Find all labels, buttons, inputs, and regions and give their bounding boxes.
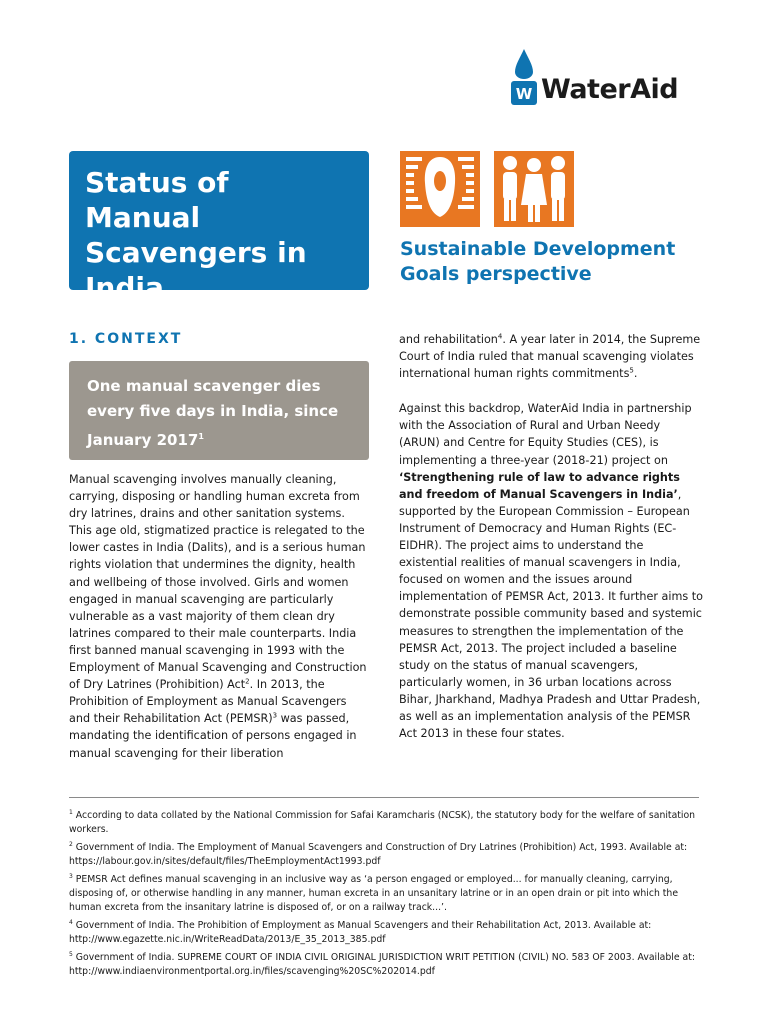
pull-quote-text: One manual scavenger dies every five days in India, since January 2017: [87, 377, 339, 449]
footnote: [69, 809, 709, 837]
footnote: [69, 951, 709, 979]
text-run: Against this backdrop, WaterAid India in partnership with the Association of Rural and Urban Needy (ARUN) and Centre for Equity Studies (CES), is implementing a three-year (2018-21) project on: [399, 402, 692, 467]
text-run: and rehabilitation: [399, 333, 498, 346]
page-title: Status of Manual Scavengers in India: [85, 166, 307, 304]
footnote-ref: 5: [629, 366, 634, 375]
footnote-text: Government of India. The Employment of Manual Scavengers and Construction of Dry Latrines (Prohibition) Act, 1993. Available at: https://labour.gov.in/sites/default/files/TheEmploymentAct1993.pdf: [69, 842, 688, 867]
text-run: was passed, mandating the identification of persons engaged in manual scavenging for their liberation: [69, 712, 357, 760]
title-box: [69, 151, 369, 304]
body-paragraph: [399, 331, 703, 382]
sdg-gender-equality-tile: [494, 151, 574, 227]
footnote-text: Government of India. SUPREME COURT OF INDIA CIVIL ORIGINAL JURISDICTION WRIT PETITION (CIVIL) NO. 583 OF 2003. Available at: http://www.indiaenvironmentportal.org.in/files/scavenging%20SC%202014.pdf: [69, 952, 696, 977]
footnote-number: 3: [69, 872, 73, 880]
project-title: ‘Strengthening rule of law to advance rights and freedom of Manual Scavengers in India’: [399, 470, 680, 501]
text-run: . A year later in 2014, the Supreme Court of India ruled that manual scavenging violates international human rights commitments: [399, 333, 701, 381]
section-heading: 1. CONTEXT: [69, 331, 183, 347]
footnote: [69, 841, 709, 869]
right-column: [399, 331, 703, 760]
footnote-number: 2: [69, 840, 73, 848]
footnote-text: PEMSR Act defines manual scavenging in an inclusive way as ‘a person engaged or employed... for manually cleaning, carrying, disposing of, or otherwise handling in any manner, human excreta in an unsanitary latrine or in an open drain or pit into which the human excreta from the insanitary latrine is disposed of, or on a railway track...’.: [69, 874, 679, 913]
pull-quote: [69, 361, 369, 460]
toilet-icon: [400, 151, 480, 227]
footnote-ref: 1: [198, 432, 204, 441]
footnote-divider: [69, 797, 699, 798]
footnote-text: Government of India. The Prohibition of Employment as Manual Scavengers and their Rehabilitation Act, 2013. Available at: http://www.egazette.nic.in/WriteReadData/2013/E_35_2013_385.pdf: [69, 920, 652, 945]
left-column: [69, 471, 369, 780]
footnote-number: 4: [69, 918, 73, 926]
sdg-sanitation-tile: [400, 151, 480, 227]
footnote-ref: 4: [497, 332, 503, 341]
text-run: . In 2013, the Prohibition of Employment as Manual Scavengers and their Rehabilitation Act (PEMSR): [69, 678, 347, 726]
text-run: Manual scavenging involves manually cleaning, carrying, disposing or handling human excreta from dry latrines, drains and other sanitation systems. This age old, stigmatized practice is relegated to the lower castes in India (Dalits), and is a serious human rights violation that undermines the dignity, health and wellbeing of those involved. Girls and women engaged in manual scavenging are particularly vulnerable as a vast majority of them clean dry latrines compared to their male counterparts. India first banned manual scavenging in 1993 with the Employment of Manual Scavenging and Construction of Dry Latrines (Prohibition) Act: [69, 473, 367, 692]
footnote-text: According to data collated by the National Commission for Safai Karamcharis (NCSK), the statutory body for the welfare of sanitation workers.: [69, 810, 696, 835]
footnote: [69, 873, 709, 915]
page-subtitle: Sustainable Development Goals perspective: [400, 238, 676, 285]
footnotes: [69, 809, 709, 983]
footnote-number: 1: [69, 808, 73, 816]
footnote-number: 5: [69, 950, 73, 958]
footnote: [69, 919, 709, 947]
footnote-ref: 3: [272, 711, 278, 720]
people-group-icon: [494, 151, 574, 227]
svg-text:W: W: [515, 84, 533, 103]
text-run: , supported by the European Commission – European Instrument of Democracy and Human Rights (EC-EIDHR). The project aims to understand the existential realities of manual scavengers in India, focused on women and the issues around implementation of PEMSR Act, 2013. It further aims to demonstrate possible community based and systemic measures to strengthen the implementation of the PEMSR Act, 2013. The project included a baseline study on the status of manual scavengers, particularly women, in 36 urban locations across Bihar, Jharkhand, Madhya Pradesh and Uttar Pradesh, as well as an implementation analysis of the PEMSR Act 2013 in these four states.: [399, 487, 703, 741]
wateraid-logo: [511, 48, 678, 105]
text-run: .: [633, 367, 638, 381]
water-drop-logo-icon: [511, 49, 537, 105]
logo-text: WaterAid: [541, 74, 679, 105]
footnote-ref: 2: [245, 677, 250, 686]
body-paragraph: [69, 471, 369, 762]
body-paragraph: [399, 400, 703, 742]
